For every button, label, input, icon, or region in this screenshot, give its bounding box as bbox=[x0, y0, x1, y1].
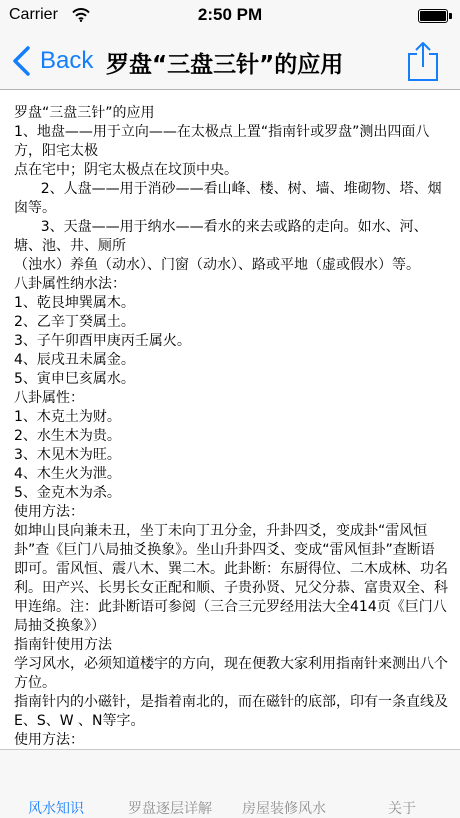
status-time: 2:50 PM bbox=[197, 5, 263, 24]
article-line: 指南针使用方法 bbox=[14, 637, 112, 653]
status-bar bbox=[0, 0, 460, 32]
back-button[interactable] bbox=[10, 42, 93, 80]
tab-home-decoration[interactable]: 房屋装修风水 bbox=[242, 801, 326, 817]
article-line: 点在宅中；阴宅太极点在坟顶中央。 bbox=[14, 162, 238, 178]
article-line: 2、人盘——用于消砂——看山峰、楼、树、墙、堆砌物、塔、烟囱等。 bbox=[14, 181, 442, 216]
article-line: 3、天盘——用于纳水——看水的来去或路的走向。如水、河、塘、池、井、厕所 bbox=[14, 219, 428, 254]
article-line: 指南针内的小磁针，是指着南北的，而在磁针的底部，印有一条直线及E、S、W 、N等字。 bbox=[14, 694, 448, 729]
article-line: 八卦属性纳水法： bbox=[14, 276, 126, 292]
tab-compass-layers[interactable]: 罗盘逐层详解 bbox=[128, 801, 212, 817]
article-line: 3、木见木为旺。 bbox=[14, 447, 121, 463]
article-line: 如坤山艮向兼未丑，坐丁未向丁丑分金，升卦四爻，变成卦“雷风恒卦”查《巨门八局抽爻换象》。坐山升卦四爻、变成“雷风恒卦”查断语即可。雷风恒、震八木、巽二木。此卦断：东厨得位、二木成林、功名利。田产兴、长男长女正配和顺、子贵孙贤、兄父分恭、富贵双全、科甲连绵。注：此卦断语可参阅（三合三元罗经用法大全414页《巨门八局抽爻换象》） bbox=[14, 523, 448, 634]
page-title: 罗盘“三盘三针”的应用 bbox=[106, 52, 344, 78]
article-line: （浊水）养鱼（动水）、门窗（动水）、路或平地（虚或假水）等。 bbox=[14, 257, 420, 273]
article-line: 2、水生木为贵。 bbox=[14, 428, 121, 444]
article-line: 使用方法： bbox=[14, 504, 84, 520]
battery-icon bbox=[418, 9, 448, 23]
article-line: 八卦属性： bbox=[14, 390, 84, 406]
share-icon[interactable] bbox=[406, 40, 440, 82]
article-line: 学习风水，必须知道楼宇的方向，现在便教大家利用指南针来测出八个方位。 bbox=[14, 656, 448, 691]
article-line: 1、地盘——用于立向——在太极点上置“指南针或罗盘”测出四面八方，阳宅太极 bbox=[14, 124, 430, 159]
back-label: Back bbox=[40, 47, 94, 74]
chevron-left-icon bbox=[10, 45, 32, 77]
tab-bar bbox=[0, 749, 460, 818]
article-line: 4、木生火为泄。 bbox=[14, 466, 121, 482]
article-line: 5、寅申巳亥属水。 bbox=[14, 371, 135, 387]
article-line: 3、子午卯酉甲庚丙壬属火。 bbox=[14, 333, 191, 349]
article-line: 2、乙辛丁癸属土。 bbox=[14, 314, 135, 330]
article-line: 5、金克木为杀。 bbox=[14, 485, 121, 501]
article-line: 4、辰戌丑未属金。 bbox=[14, 352, 135, 368]
carrier-label: Carrier bbox=[9, 6, 58, 23]
article-line: 罗盘“三盘三针”的应用 bbox=[14, 105, 155, 121]
tab-fengshui-knowledge[interactable]: 风水知识 bbox=[28, 801, 84, 817]
article-line: 使用方法： bbox=[14, 732, 84, 748]
battery-level bbox=[420, 11, 446, 21]
article-line: 1、木克土为财。 bbox=[14, 409, 121, 425]
navigation-bar bbox=[0, 32, 460, 90]
battery-tip bbox=[449, 13, 452, 19]
tab-about[interactable]: 关于 bbox=[388, 801, 416, 817]
article-content[interactable] bbox=[0, 91, 460, 749]
article-line: 1、乾艮坤巽属木。 bbox=[14, 295, 135, 311]
